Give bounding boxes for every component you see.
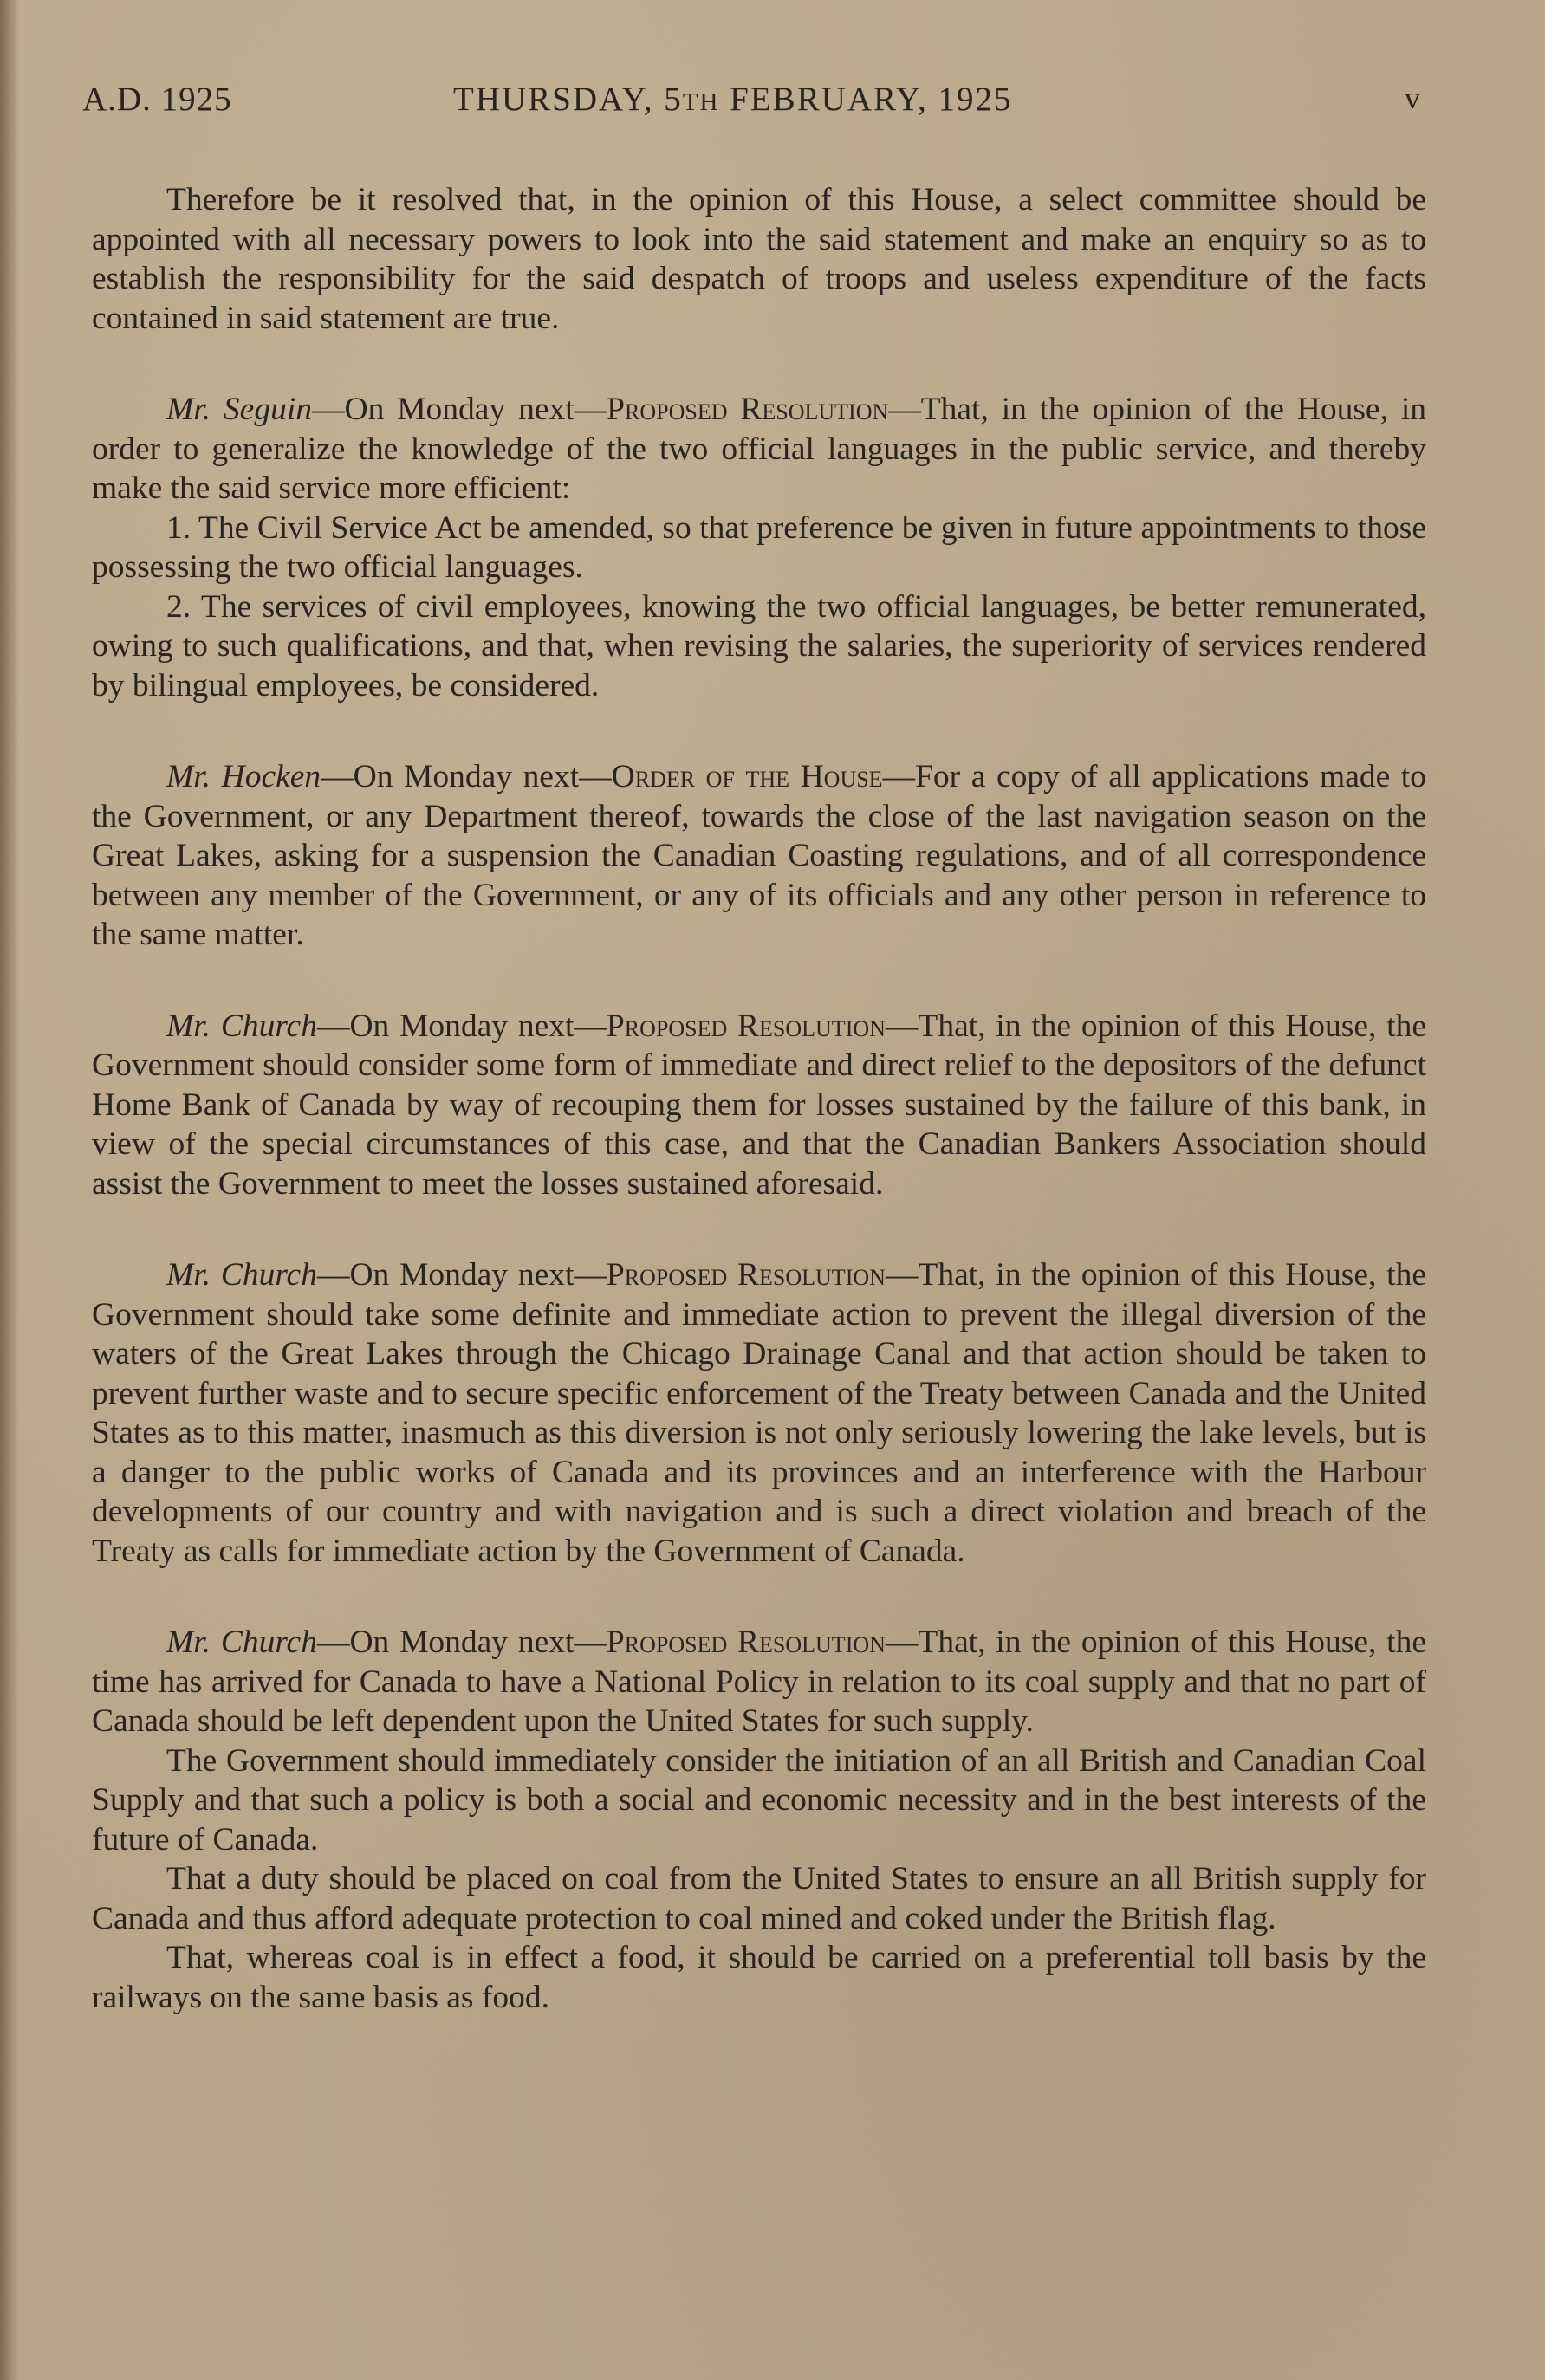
header-month-year: FEBRUARY, 1925: [719, 81, 1013, 118]
motion-kind: Proposed Resolution: [607, 392, 889, 427]
item-text: 2. The services of civil employees, knowing the two official languages, be better remunerated, owing to such qualifications, and that, when revising the salaries, the superiority of services rendered by bilingual employees, be considered.: [92, 588, 1426, 704]
motion-church-great-lakes: [92, 1255, 1426, 1571]
paragraph-text: That, whereas coal is in effect a food, it should be carried on a preferential toll basis by the railways on the same basis as food.: [92, 1940, 1426, 2015]
resolution-paragraph: [92, 180, 1426, 338]
motion-church-home-bank: [92, 1007, 1426, 1204]
page-header: [82, 80, 1421, 132]
header-year: A.D. 1925: [82, 81, 232, 118]
speaker-name: Mr. Church: [166, 1008, 317, 1044]
motion-kind: Proposed Resolution: [606, 1257, 886, 1293]
header-day: THURSDAY, 5: [453, 81, 683, 118]
page-number: v: [1405, 81, 1421, 115]
motion-text: —That, in the opinion of this House, the Government should consider some form of immediate and direct relief to the depositors of the defunct Home Bank of Canada by way of recouping them for losses sustained by the failure of this bank, in view of the special circumstances of this case, and that the Canadian Bankers Association should assist the Government to meet the losses sustained aforesaid.: [92, 1008, 1426, 1202]
item-text: 1. The Civil Service Act be amended, so that preference be given in future appointments to those possessing the two official languages.: [92, 509, 1426, 585]
coal-paragraph: [92, 1741, 1426, 1860]
motion-kind: Order of the House: [611, 759, 883, 794]
motion-when: —On Monday next—: [316, 1008, 607, 1044]
motion-when: —On Monday next—: [316, 1624, 607, 1660]
motion-when: —On Monday next—: [321, 759, 612, 794]
motion-kind: Proposed Resolution: [606, 1008, 886, 1044]
speaker-name: Mr. Seguin: [166, 392, 312, 427]
spacer: [92, 955, 1426, 1007]
speaker-name: Mr. Hocken: [166, 759, 321, 794]
header-date: [453, 80, 1013, 119]
coal-paragraph: [92, 1859, 1426, 1938]
motion-hocken: [92, 757, 1426, 955]
speaker-name: Mr. Church: [166, 1624, 317, 1660]
speaker-name: Mr. Church: [166, 1257, 317, 1293]
motion-text: —That, in the opinion of the House, in order to generalize the knowledge of the two official languages in the public service, and thereby make the said service more efficient:: [92, 392, 1426, 506]
paragraph-text: That a duty should be placed on coal from the United States to ensure an all British supply for Canada and thus afford adequate protection to coal mined and coked under the British flag.: [92, 1861, 1426, 1936]
spacer: [92, 705, 1426, 757]
document-body: [92, 180, 1426, 2017]
motion-text: —For a copy of all applications made to the Government, or any Department thereof, towards the close of the last navigation season on the Great Lakes, asking for a suspension the Canadian Coasting regulations, and of all correspondence between any member of the Government, or any of its officials and any other person in reference to the same matter.: [92, 759, 1426, 952]
numbered-item-1: [92, 509, 1426, 587]
numbered-item-2: [92, 587, 1426, 706]
motion-seguin: [92, 390, 1426, 509]
motion-when: —On Monday next—: [316, 1257, 607, 1293]
coal-paragraph: [92, 1938, 1426, 2017]
spacer: [92, 1203, 1426, 1255]
motion-when: —On Monday next—: [312, 392, 607, 427]
motion-kind: Proposed Resolution: [606, 1624, 886, 1660]
paragraph-text: Therefore be it resolved that, in the opinion of this House, a select committee should be appointed with all necessary powers to look into the said statement and make an enquiry so as to establish the responsibility for the said despatch of troops and useless expenditure of the facts contained in said statement are true.: [92, 182, 1426, 336]
motion-church-coal: [92, 1623, 1426, 1741]
header-day-suffix: TH: [682, 88, 720, 116]
spacer: [92, 338, 1426, 390]
motion-text: —That, in the opinion of this House, the Government should take some definite and immediate action to prevent the illegal diversion of the waters of the Great Lakes through the Chicago Drainage Canal and that action should be taken to prevent further waste and to secure specific enforcement of the Treaty between Canada and the United States as to this matter, inasmuch as this diversion is not only seriously lowering the lake levels, but is a danger to the public works of Canada and its provinces and an interference with the Harbour developments of our country and with navigation and is such a direct violation and breach of the Treaty as calls for immediate action by the Government of Canada.: [92, 1257, 1426, 1569]
paragraph-text: The Government should immediately consider the initiation of an all British and Canadian Coal Supply and that such a policy is both a social and economic necessity and in the best interests of the future of Canada.: [92, 1742, 1426, 1858]
page-edge-shadow: [0, 0, 19, 2380]
motion-text: —That, in the opinion of this House, the time has arrived for Canada to have a National Policy in relation to its coal supply and that no part of Canada should be left dependent upon the United States for such supply.: [92, 1624, 1426, 1739]
spacer: [92, 1571, 1426, 1623]
